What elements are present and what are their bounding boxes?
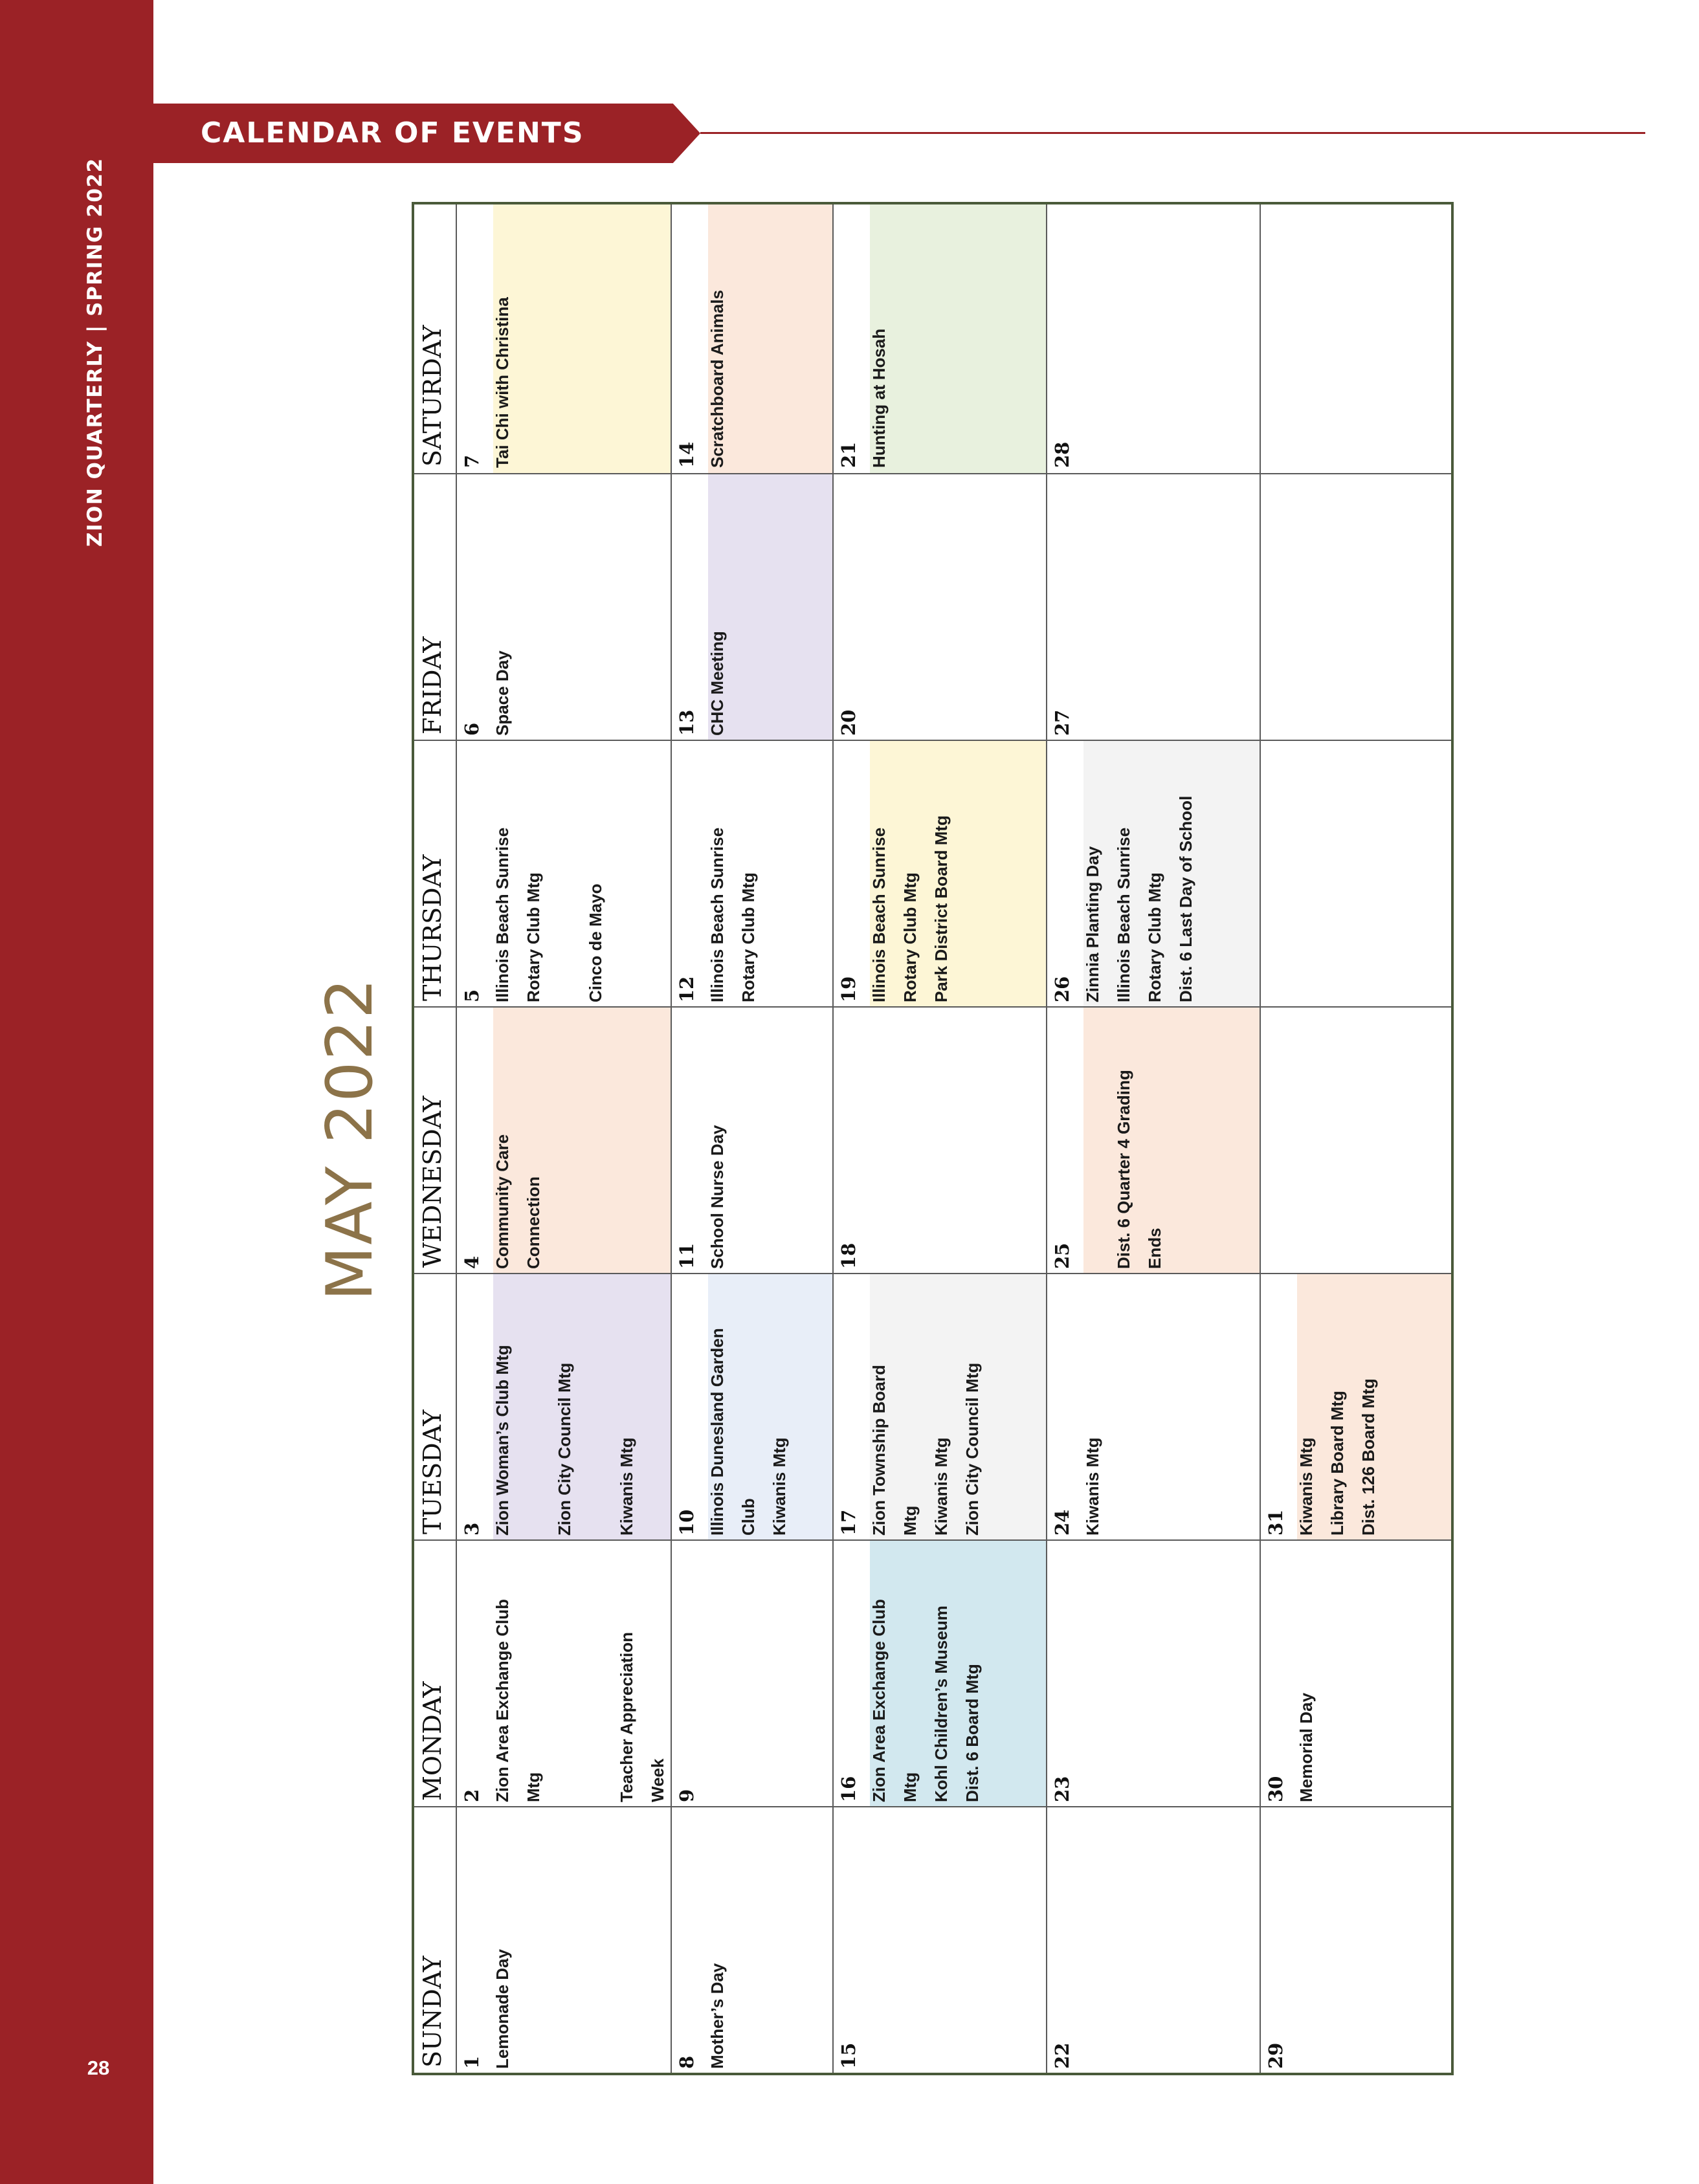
date-number: 22 <box>1051 2042 1073 2069</box>
day-cell <box>672 1006 834 1273</box>
calendar-grid <box>412 202 1454 2075</box>
event-item <box>518 1274 549 1536</box>
event-item: Connection <box>524 1176 543 1269</box>
date-number: 14 <box>676 441 698 468</box>
date-number: 31 <box>1265 1509 1287 1536</box>
day-cell <box>672 1806 834 2073</box>
day-name: WEDNESDAY <box>418 1096 447 1268</box>
event-list <box>487 1008 549 1274</box>
event-item: Cinco de Mayo <box>586 883 605 1002</box>
day-cell <box>457 1806 672 2073</box>
event-item: Rotary Club Mtg <box>738 872 758 1002</box>
day-cell <box>834 204 1047 473</box>
date-number: 13 <box>676 709 698 736</box>
event-list <box>1077 1274 1108 1541</box>
day-cell <box>1261 740 1451 1006</box>
event-item: Library Board Mtg <box>1327 1391 1347 1536</box>
event-item: Dist. 126 Board Mtg <box>1359 1378 1378 1536</box>
event-item: Hunting at Hosah <box>869 328 889 468</box>
date-number: 18 <box>838 1242 860 1269</box>
event-item: Zion Area Exchange Club <box>493 1599 512 1802</box>
event-item: Mtg <box>900 1772 920 1802</box>
event-item: Illinois Beach Sunrise <box>707 827 727 1002</box>
day-cell <box>1261 1006 1451 1273</box>
date-number: 5 <box>461 989 483 1002</box>
day-name: TUESDAY <box>418 1409 447 1534</box>
event-item <box>549 741 580 1002</box>
event-item: Dist. 6 Quarter 4 Grading <box>1114 1070 1133 1269</box>
date-number: 19 <box>838 976 860 1002</box>
date-number: 27 <box>1051 709 1073 736</box>
day-cell <box>1047 1539 1261 1806</box>
event-item <box>549 1541 580 1802</box>
event-item: Rotary Club Mtg <box>524 872 543 1002</box>
event-list <box>702 1008 733 1274</box>
date-number: 6 <box>461 722 483 736</box>
day-cell <box>672 1273 834 1539</box>
event-item: Illinois Dunesland Garden <box>707 1328 727 1536</box>
date-number: 3 <box>461 1522 483 1536</box>
event-list <box>863 204 894 473</box>
event-item: Rotary Club Mtg <box>900 872 920 1002</box>
date-number: 1 <box>461 2055 483 2069</box>
day-name: MONDAY <box>418 1681 447 1801</box>
date-number: 23 <box>1051 1776 1073 1802</box>
cell-highlight <box>870 204 1046 473</box>
event-item: Illinois Beach Sunrise <box>869 827 889 1002</box>
date-number: 24 <box>1051 1509 1073 1536</box>
event-item: Mtg <box>900 1505 920 1536</box>
day-header-wednesday <box>414 1006 457 1273</box>
day-cell <box>457 1539 672 1806</box>
date-number: 2 <box>461 1789 483 1802</box>
event-list <box>487 1541 673 1807</box>
day-header-saturday <box>414 204 457 473</box>
day-header-tuesday <box>414 1273 457 1539</box>
event-item: CHC Meeting <box>707 631 727 736</box>
day-name: SUNDAY <box>418 1956 447 2068</box>
day-header-thursday <box>414 740 457 1006</box>
event-item <box>580 1274 611 1536</box>
day-cell <box>672 204 834 473</box>
event-list <box>487 1807 518 2074</box>
event-item: School Nurse Day <box>707 1125 727 1269</box>
event-item: Zion Area Exchange Club <box>869 1599 889 1802</box>
event-item: Illinois Beach Sunrise <box>1114 827 1133 1002</box>
day-cell <box>1047 1006 1261 1273</box>
event-list <box>702 1274 795 1541</box>
day-name: FRIDAY <box>418 636 447 734</box>
day-cell <box>457 473 672 740</box>
day-cell <box>457 1006 672 1273</box>
event-item: Dist. 6 Board Mtg <box>962 1664 982 1802</box>
event-item: Kiwanis Mtg <box>617 1437 636 1536</box>
event-item: Scratchboard Animals <box>707 289 727 468</box>
date-number: 7 <box>461 454 483 468</box>
event-item: Zion Woman’s Club Mtg <box>493 1345 512 1536</box>
event-item: Ends <box>1145 1228 1164 1269</box>
event-list <box>1291 1541 1322 1807</box>
event-list <box>702 204 733 473</box>
event-item: Kiwanis Mtg <box>1083 1437 1102 1536</box>
date-number: 26 <box>1051 976 1073 1002</box>
date-number: 21 <box>838 441 860 468</box>
event-list <box>702 1807 733 2074</box>
date-number: 25 <box>1051 1242 1073 1269</box>
event-item: Rotary Club Mtg <box>1145 872 1164 1002</box>
event-item: Memorial Day <box>1296 1692 1316 1802</box>
date-number: 15 <box>838 2042 860 2069</box>
day-cell <box>1047 1806 1261 2073</box>
event-item: Zinnia Planting Day <box>1083 846 1102 1002</box>
cell-highlight <box>493 204 671 473</box>
event-list <box>863 741 957 1008</box>
event-item: Tai Chi with Christina <box>493 297 512 468</box>
event-item <box>580 1541 611 1802</box>
date-number: 20 <box>838 709 860 736</box>
event-item: Club <box>738 1498 758 1536</box>
day-cell <box>834 473 1047 740</box>
event-item: Zion Township Board <box>869 1365 889 1536</box>
event-list <box>487 474 518 741</box>
event-list <box>702 741 764 1008</box>
event-item: Dist. 6 Last Day of School <box>1176 795 1195 1002</box>
event-list <box>487 741 611 1008</box>
event-item: Lemonade Day <box>493 1949 512 2069</box>
date-number: 12 <box>676 976 698 1002</box>
publication-title: ZION QUARTERLY | SPRING 2022 <box>83 157 107 547</box>
event-list <box>1291 1274 1384 1541</box>
event-list <box>863 1541 988 1807</box>
day-cell <box>457 1273 672 1539</box>
event-item: Week <box>648 1758 667 1802</box>
day-header-sunday <box>414 1806 457 2073</box>
event-list <box>863 1274 988 1541</box>
event-item: Zion City Council Mtg <box>555 1362 574 1536</box>
event-item: Kiwanis Mtg <box>1296 1437 1316 1536</box>
event-list <box>1077 741 1201 1008</box>
day-cell <box>834 1273 1047 1539</box>
date-number: 16 <box>838 1776 860 1802</box>
day-name: THURSDAY <box>418 854 447 1001</box>
day-cell <box>1261 1806 1451 2073</box>
day-cell <box>1047 473 1261 740</box>
date-number: 30 <box>1265 1776 1287 1802</box>
event-list <box>1077 1008 1170 1274</box>
day-cell <box>1261 1273 1451 1539</box>
event-item <box>1077 1008 1108 1269</box>
event-item: Mtg <box>524 1772 543 1802</box>
day-name: SATURDAY <box>418 325 447 467</box>
event-item: Kiwanis Mtg <box>931 1437 951 1536</box>
banner-rule <box>700 132 1645 134</box>
date-number: 9 <box>676 1789 698 1802</box>
date-number: 11 <box>676 1242 698 1269</box>
day-cell <box>1047 1273 1261 1539</box>
day-cell <box>834 1539 1047 1806</box>
day-cell <box>457 204 672 473</box>
day-header-monday <box>414 1539 457 1806</box>
event-item: Park District Board Mtg <box>931 815 951 1002</box>
day-cell <box>1261 204 1451 473</box>
event-list <box>487 1274 642 1541</box>
event-item: Teacher Appreciation <box>617 1632 636 1802</box>
day-cell <box>457 740 672 1006</box>
event-item: Space Day <box>493 650 512 736</box>
date-number: 10 <box>676 1509 698 1536</box>
event-item: Kiwanis Mtg <box>770 1437 789 1536</box>
event-item: Community Care <box>493 1134 512 1269</box>
event-item: Kohl Children’s Museum <box>931 1605 951 1802</box>
day-cell <box>834 1006 1047 1273</box>
date-number: 17 <box>838 1509 860 1536</box>
event-item: Mother’s Day <box>707 1963 727 2069</box>
event-item: Zion City Council Mtg <box>962 1362 982 1536</box>
day-cell <box>834 740 1047 1006</box>
date-number: 29 <box>1265 2042 1287 2069</box>
event-list <box>702 474 733 741</box>
day-header-friday <box>414 473 457 740</box>
month-title: MAY 2022 <box>313 976 387 1301</box>
event-item: Illinois Beach Sunrise <box>493 827 512 1002</box>
day-cell <box>1261 1539 1451 1806</box>
sidebar <box>0 0 153 2184</box>
day-cell <box>672 473 834 740</box>
day-cell <box>1261 473 1451 740</box>
date-number: 4 <box>461 1255 483 1269</box>
date-number: 8 <box>676 2055 698 2069</box>
date-number: 28 <box>1051 441 1073 468</box>
day-cell <box>672 1539 834 1806</box>
section-title: CALENDAR OF EVENTS <box>201 116 584 149</box>
day-cell <box>1047 740 1261 1006</box>
day-cell <box>672 740 834 1006</box>
page-number: 28 <box>87 2057 110 2079</box>
day-cell <box>834 1806 1047 2073</box>
event-list <box>487 204 518 473</box>
day-cell <box>1047 204 1261 473</box>
